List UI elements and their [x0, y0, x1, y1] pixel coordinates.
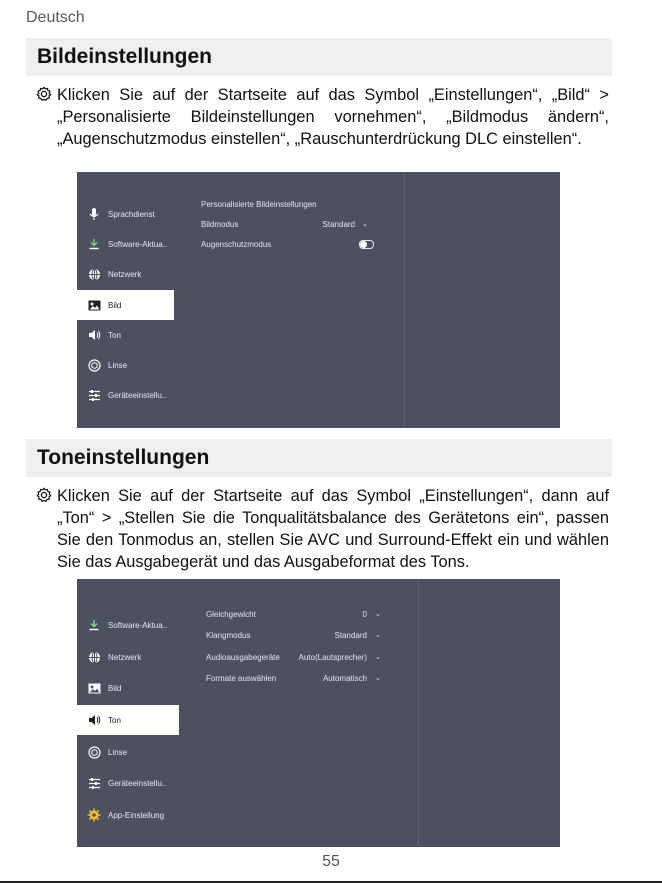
- sidebar-item-label: Linse: [108, 360, 128, 370]
- image-icon: [87, 681, 101, 695]
- sidebar-item-label: Software-Aktua..: [108, 620, 168, 630]
- sidebar-item-label: Netzwerk: [108, 652, 142, 662]
- sidebar-item-sprachdienst[interactable]: [77, 199, 174, 229]
- section-bar-bildeinstellungen: [26, 38, 612, 76]
- panel-divider: [404, 172, 405, 428]
- setting-value-audioausgabegeraete[interactable]: Auto(Lautsprecher): [298, 653, 367, 662]
- image-icon: [87, 298, 101, 312]
- sidebar-item-bild[interactable]: [77, 673, 179, 703]
- setting-label-audioausgabegeraete: Audioausgabegeräte: [206, 653, 280, 662]
- sidebar-item-label: Linse: [108, 747, 128, 757]
- sidebar-item-label: App-Einstellung: [108, 810, 165, 820]
- setting-value-klangmodus[interactable]: Standard: [334, 631, 367, 640]
- settings-screenshot-ton: [77, 579, 560, 847]
- section-bar-toneinstellungen: [26, 439, 612, 477]
- panel-divider: [418, 579, 419, 847]
- list-settings-icon: [87, 776, 101, 790]
- instruction-text: Klicken Sie auf der Startseite auf das Symbol „Einstellungen“, dann auf „Ton“ > „Stellen Sie die Tonqualitätsbalance des Gerätetons ein“, passen Sie den Tonmodus an, stellen Sie AVC und Surround-Effekt ein und wählen Sie das Ausgabegerät und das Ausgabeformat des Tons.: [57, 487, 609, 571]
- download-icon: [87, 618, 101, 632]
- sidebar-item-label: Software-Aktua..: [108, 239, 168, 249]
- download-icon: [87, 237, 101, 251]
- section-title: Toneinstellungen: [37, 446, 210, 469]
- chevron-down-icon: ⌄: [362, 221, 368, 228]
- sidebar-item-label: Geräteeinstellu..: [108, 390, 167, 400]
- sidebar-item-label: Bild: [108, 300, 122, 310]
- sidebar-item-label: Sprachdienst: [108, 209, 155, 219]
- document-language: Deutsch: [26, 9, 85, 26]
- sidebar-item-linse[interactable]: [77, 350, 174, 380]
- setting-value-gleichgewicht[interactable]: 0: [362, 610, 367, 619]
- setting-label-bildmodus: Bildmodus: [201, 220, 239, 229]
- page-number: 55: [322, 853, 340, 870]
- setting-label-gleichgewicht: Gleichgewicht: [206, 610, 256, 619]
- sidebar-item-label: Ton: [108, 715, 121, 725]
- setting-label-klangmodus: Klangmodus: [206, 631, 251, 640]
- sidebar-item-software-aktualisierung[interactable]: [77, 229, 174, 259]
- speaker-icon: [87, 713, 101, 727]
- speaker-icon: [87, 328, 101, 342]
- chevron-down-icon: ⌄: [375, 675, 381, 682]
- microphone-icon: [87, 207, 101, 221]
- sidebar-item-geraeteeinstellung[interactable]: [77, 380, 174, 410]
- setting-value-formate-auswaehlen[interactable]: Automatisch: [322, 674, 367, 683]
- sidebar-item-bild[interactable]: [77, 290, 174, 320]
- gear-icon: [87, 808, 101, 822]
- settings-screenshot-bild: [77, 172, 560, 428]
- chevron-down-icon: ⌄: [375, 611, 381, 618]
- sidebar-item-netzwerk[interactable]: [77, 642, 179, 672]
- panel-heading: Personalisierte Bildeinstellungen: [201, 200, 317, 209]
- sidebar-item-label: Bild: [108, 683, 122, 693]
- sidebar-item-ton[interactable]: [77, 320, 174, 350]
- sidebar-item-geraeteeinstellung[interactable]: [77, 768, 179, 798]
- sidebar-item-label: Ton: [108, 330, 121, 340]
- sidebar-item-label: Netzwerk: [108, 269, 142, 279]
- sidebar-item-app-einstellung[interactable]: [77, 800, 179, 830]
- section-title: Bildeinstellungen: [37, 45, 213, 68]
- chevron-down-icon: ⌄: [375, 632, 381, 639]
- chevron-down-icon: ⌄: [375, 654, 381, 661]
- sidebar-item-netzwerk[interactable]: [77, 259, 174, 289]
- lens-icon: [87, 745, 101, 759]
- sidebar-item-ton[interactable]: [77, 705, 179, 735]
- list-settings-icon: [87, 388, 101, 402]
- globe-icon: [87, 650, 101, 664]
- settings-gear-icon: [36, 86, 52, 102]
- setting-label-formate-auswaehlen: Formate auswählen: [206, 674, 277, 683]
- sidebar-item-software-aktualisierung[interactable]: [77, 610, 179, 640]
- settings-gear-icon: [36, 487, 52, 503]
- globe-icon: [87, 267, 101, 281]
- sidebar-item-label: Geräteeinstellu..: [108, 778, 167, 788]
- augenschutz-toggle[interactable]: [359, 240, 374, 249]
- instruction-text: Klicken Sie auf der Startseite auf das Symbol „Einstellungen“, „Bild“ > „Personalisierte Bildeinstellungen vornehmen“, „Bildmodus ändern“, „Augenschutzmodus einstellen“, „Rauschunterdrückung DLC einstellen“.: [57, 86, 609, 148]
- setting-label-augenschutzmodus: Augenschutzmodus: [201, 240, 272, 249]
- sidebar-item-linse[interactable]: [77, 737, 179, 767]
- setting-value-bildmodus[interactable]: Standard: [322, 220, 355, 229]
- lens-icon: [87, 358, 101, 372]
